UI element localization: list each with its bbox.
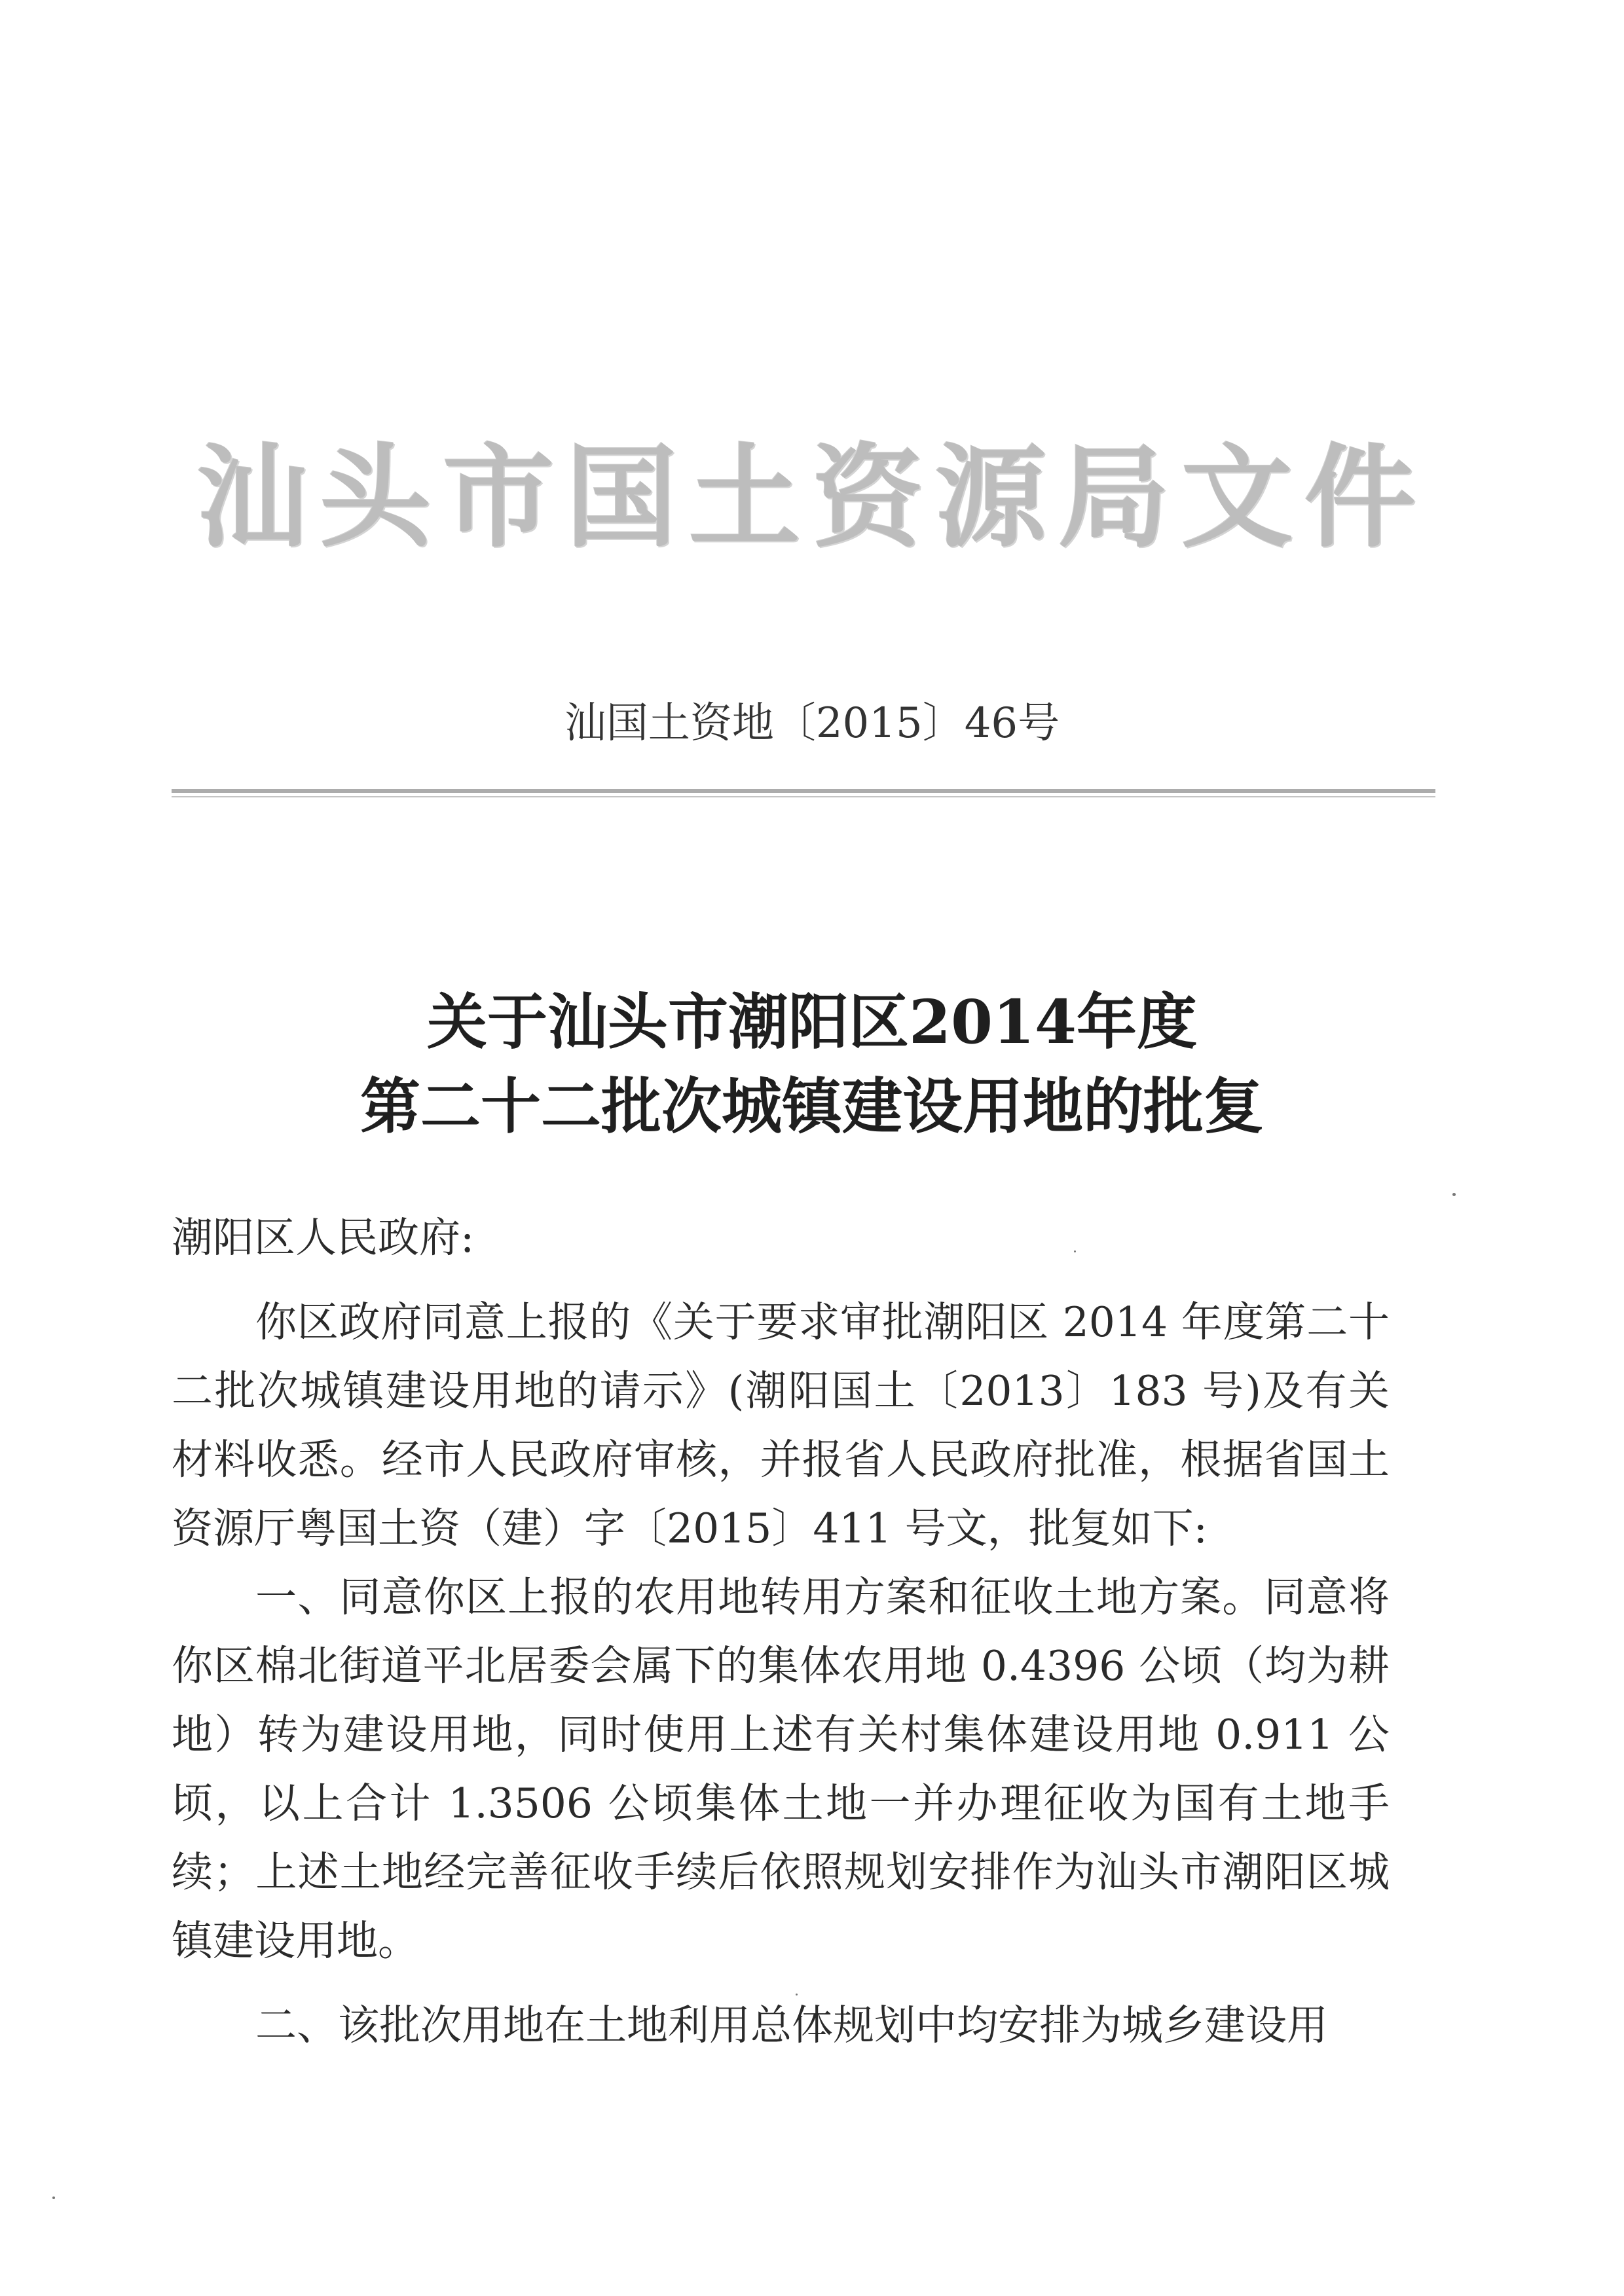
scan-speck: [1452, 1193, 1456, 1196]
letterhead-divider-shadow: [172, 796, 1435, 797]
document-title-line-1: 关于汕头市潮阳区2014年度: [426, 987, 1198, 1057]
scan-speck: [1074, 1250, 1076, 1252]
letterhead-divider: [172, 789, 1435, 793]
document-body: [172, 1203, 1390, 2060]
document-title-line-2: 第二十二批次城镇建设用地的批复: [360, 1071, 1264, 1142]
scan-speck: [796, 1994, 798, 1995]
body-paragraph-2: 一、同意你区上报的农用地转用方案和征收土地方案。同意将你区棉北街道平北居委会属下的集体农用地 0.4396 公顷（均为耕地）转为建设用地，同时使用上述有关村集体建设用地 0.911 公顷，以上合计 1.3506 公顷集体土地一并办理征收为国有土地手续；上述土地经完善征收手续后依照规划安排作为汕头市潮阳区城镇建设用地。: [172, 1573, 1390, 1965]
body-paragraph-1: 你区政府同意上报的《关于要求审批潮阳区 2014 年度第二十二批次城镇建设用地的请示》(潮阳国土〔2013〕183 号)及有关材料收悉。经市人民政府审核，并报省人民政府批准，根据省国土资源厅粤国土资（建）字〔2015〕411 号文，批复如下:: [172, 1298, 1390, 1552]
scan-speck: [52, 2196, 55, 2199]
salutation: 潮阳区人民政府:: [172, 1214, 475, 1262]
body-paragraph-3: 二、该批次用地在土地利用总体规划中均安排为城乡建设用: [255, 2001, 1328, 2049]
letterhead-agency-name: 汕头市国土资源局文件: [196, 432, 1428, 563]
document-number: 汕国土资地〔2015〕46号: [564, 699, 1060, 748]
